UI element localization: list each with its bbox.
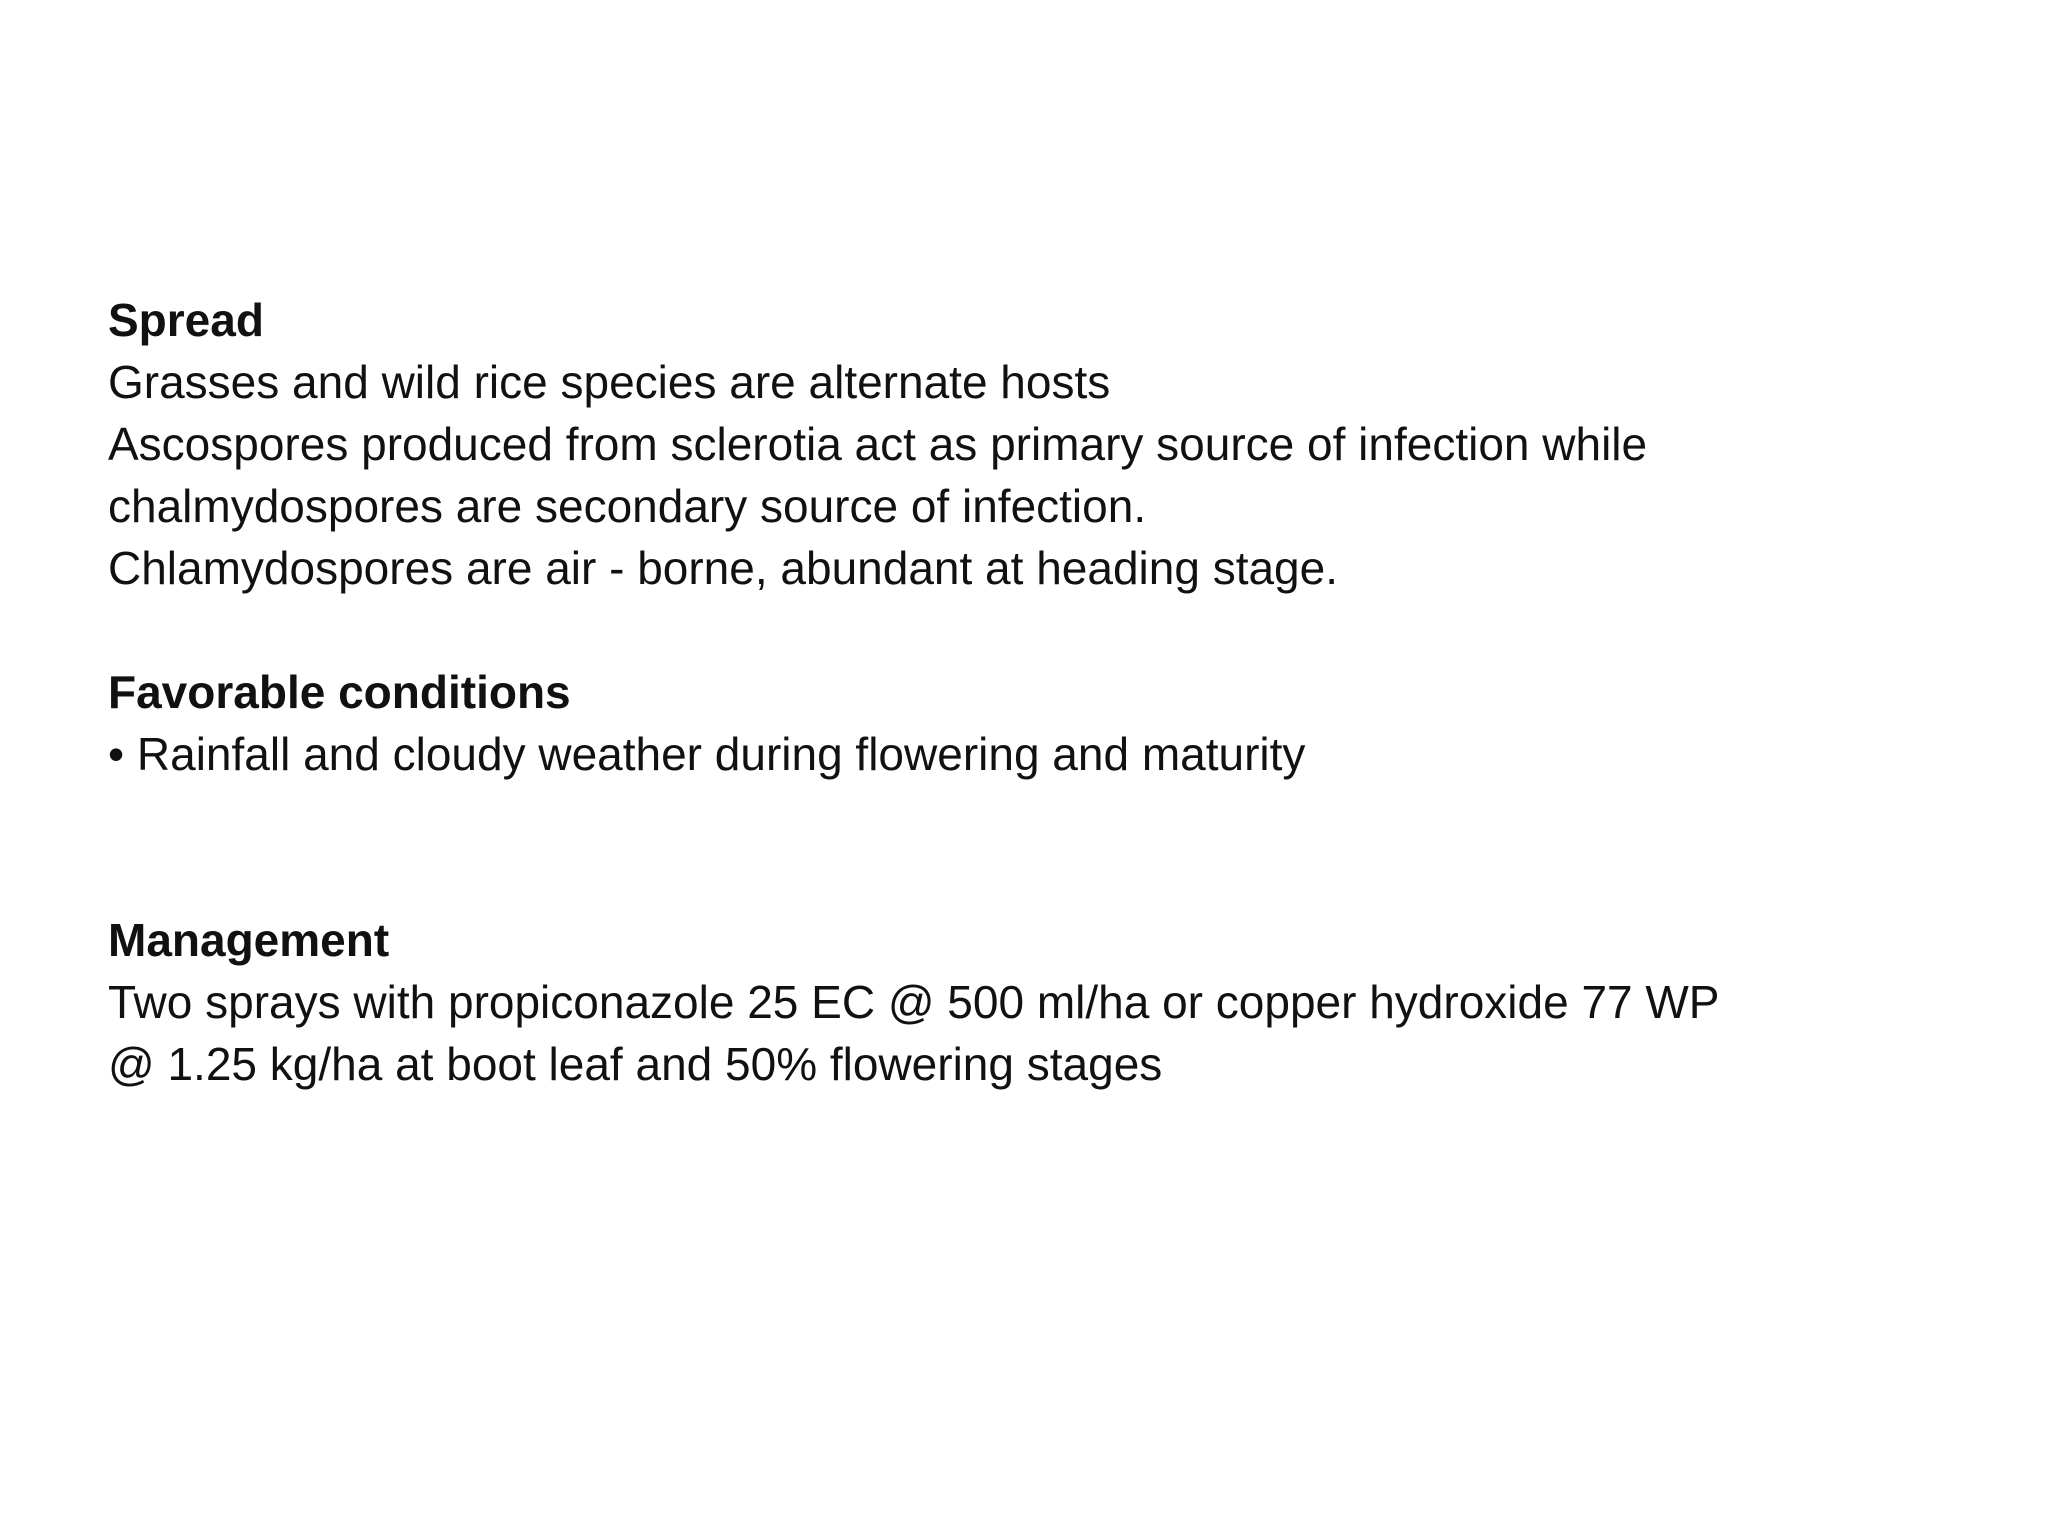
spread-heading: Spread bbox=[108, 294, 264, 346]
management-heading: Management bbox=[108, 914, 390, 966]
spread-line: Grasses and wild rice species are alternate hosts bbox=[108, 356, 1111, 408]
slide-content bbox=[108, 289, 1988, 1095]
spread-line: chalmydospores are secondary source of infection. bbox=[108, 480, 1147, 532]
section-spread bbox=[108, 289, 1988, 599]
spread-line: Chlamydospores are air - borne, abundant at heading stage. bbox=[108, 542, 1339, 594]
favorable-conditions-heading: Favorable conditions bbox=[108, 666, 571, 718]
management-line: Two sprays with propiconazole 25 EC @ 500 ml/ha or copper hydroxide 77 WP bbox=[108, 976, 1720, 1028]
section-favorable-conditions bbox=[108, 661, 1988, 785]
spread-line: Ascospores produced from sclerotia act as primary source of infection while bbox=[108, 418, 1648, 470]
favorable-conditions-bullet: • Rainfall and cloudy weather during flowering and maturity bbox=[108, 728, 1306, 780]
section-management bbox=[108, 909, 1988, 1095]
management-line: @ 1.25 kg/ha at boot leaf and 50% flowering stages bbox=[108, 1038, 1163, 1090]
